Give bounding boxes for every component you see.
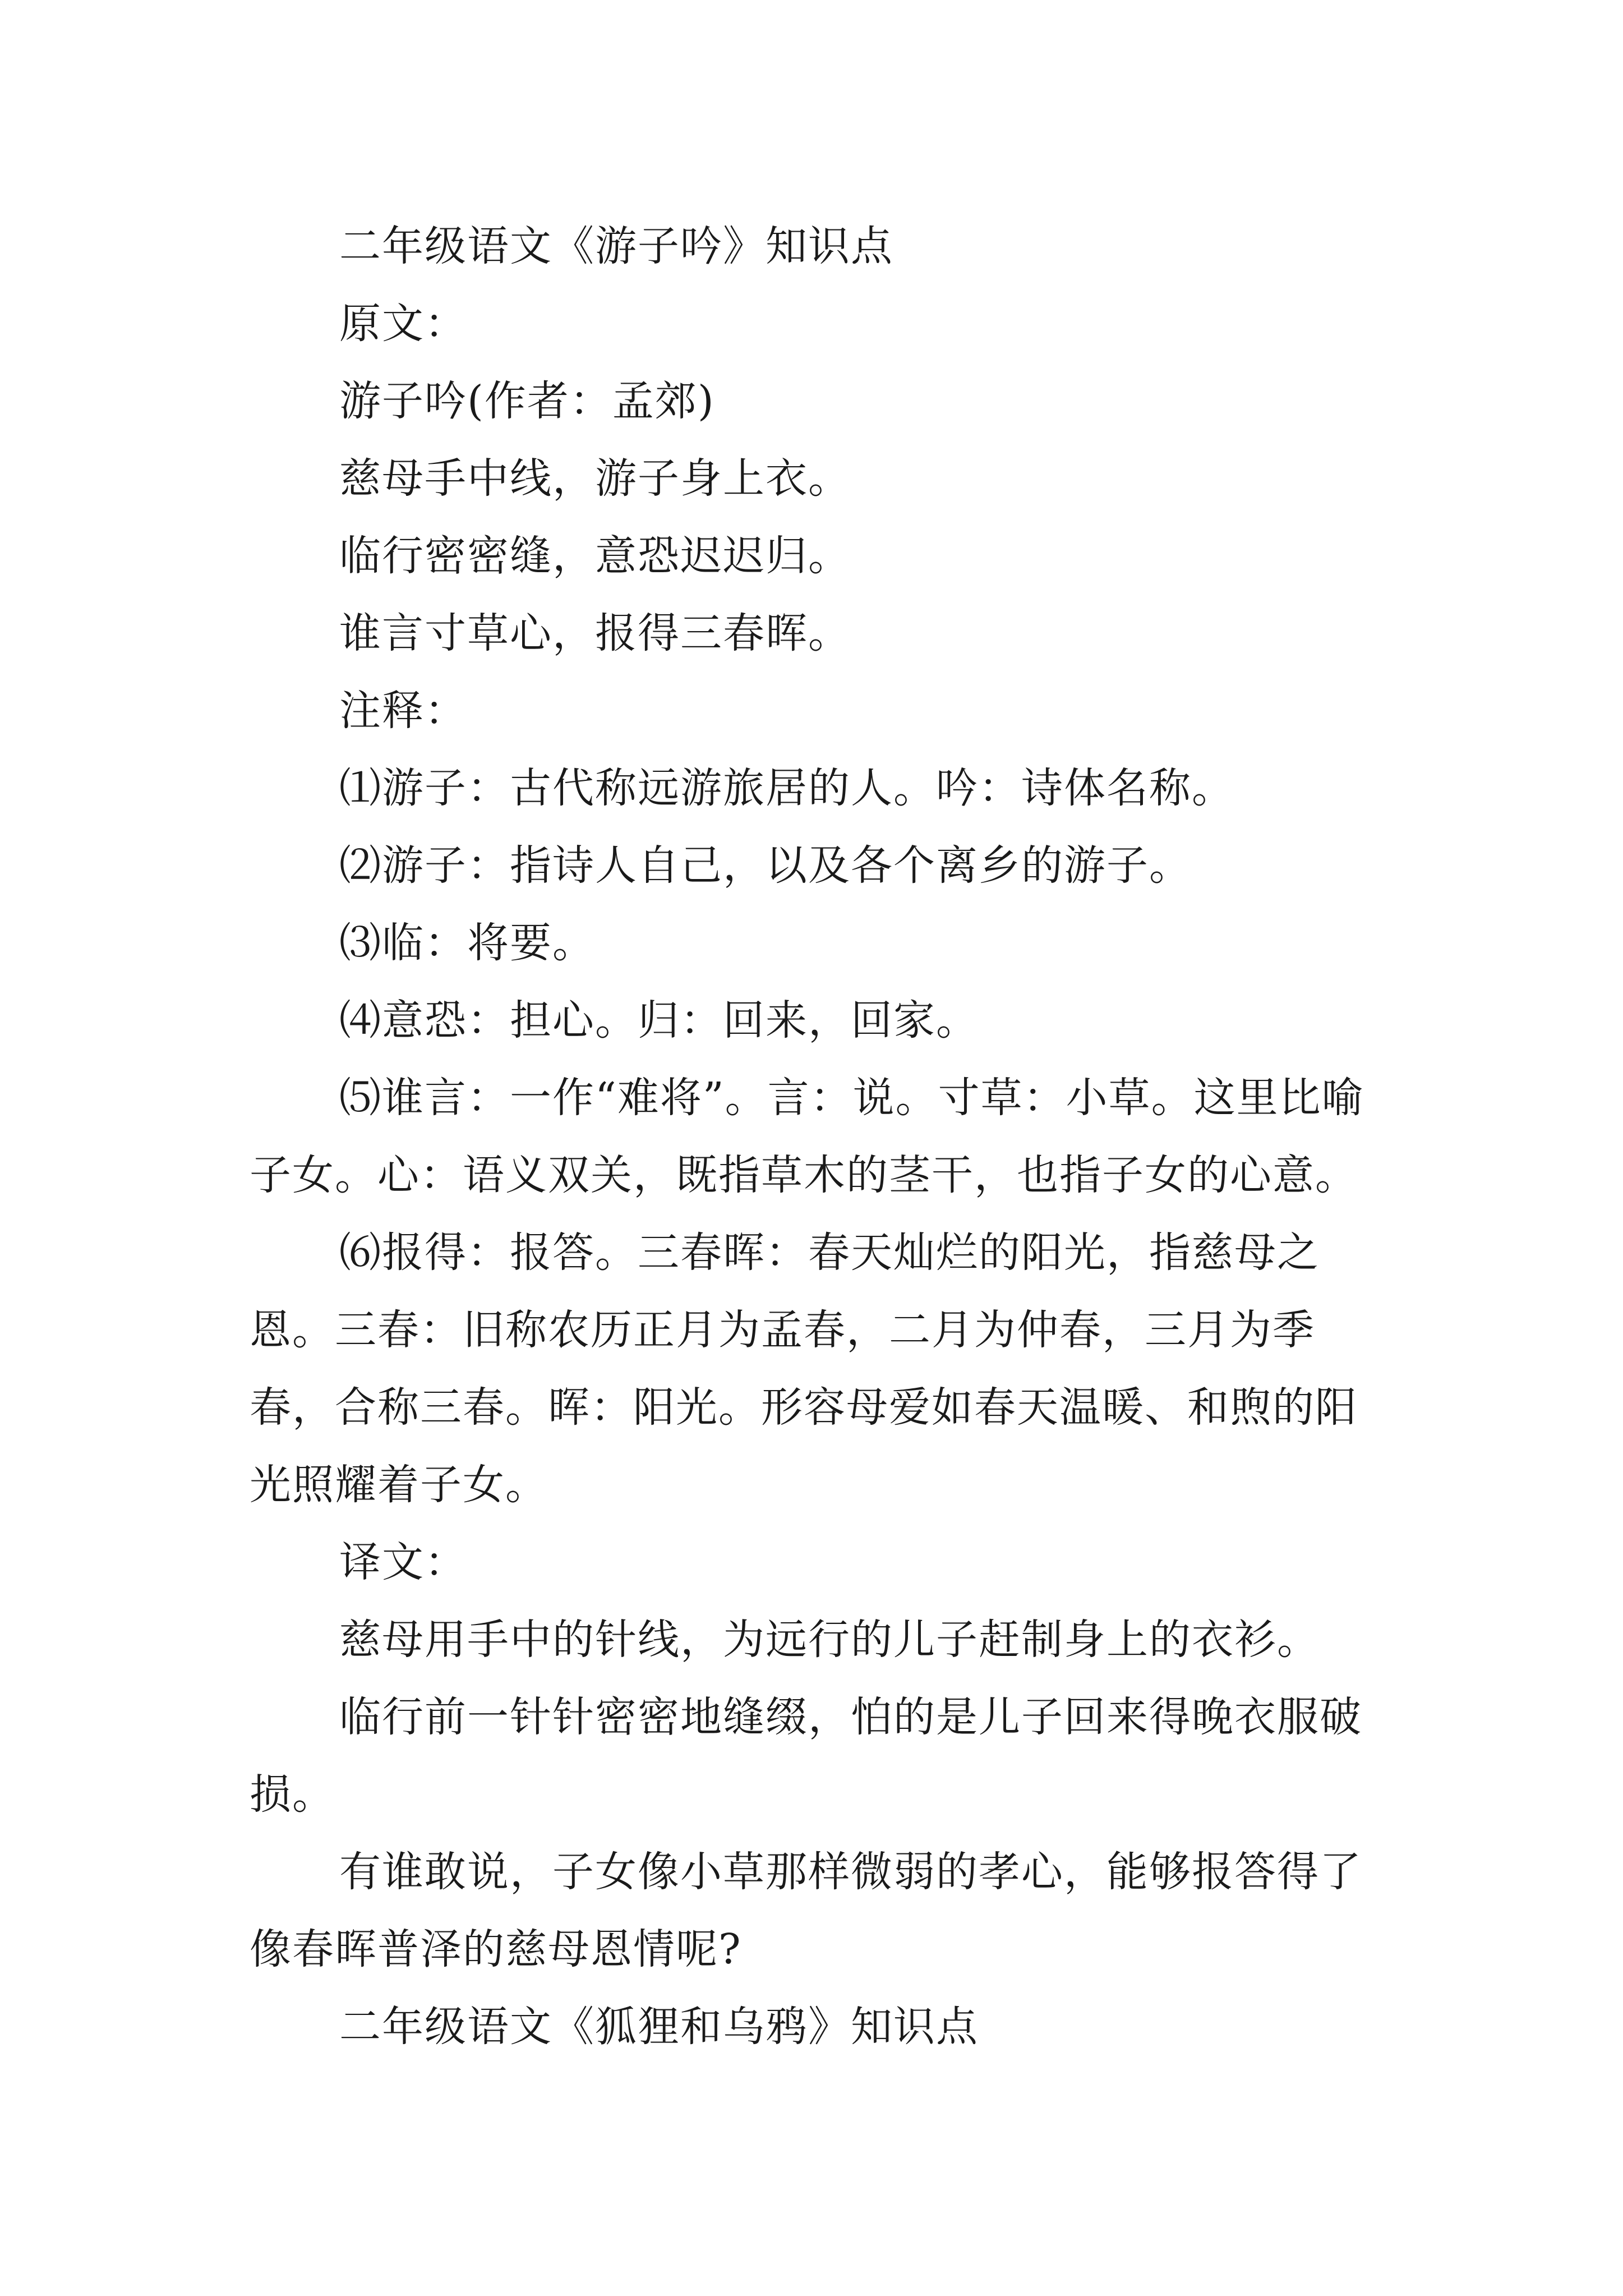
translation-line: 有谁敢说，子女像小草那样微弱的孝心，能够报答得了像春晖普泽的慈母恩情呢? xyxy=(250,1848,1362,1973)
poem-line: 谁言寸草心，报得三春晖。 xyxy=(339,609,851,657)
poem-title: 游子吟(作者：孟郊) xyxy=(339,377,715,425)
note-item: ⑶临：将要。 xyxy=(339,919,595,967)
note-item: ⑸谁言：一作“难将”。言：说。寸草：小草。这里比喻子女。心：语义双关，既指草木的茎干，也指子女的心意。 xyxy=(250,1074,1364,1199)
poem-line: 临行密密缝，意恐迟迟归。 xyxy=(339,532,851,580)
document-body xyxy=(250,208,1394,2065)
section-heading-notes: 注释： xyxy=(339,687,467,735)
poem-line: 慈母手中线，游子身上衣。 xyxy=(339,454,851,503)
note-item: ⑴游子：古代称远游旅居的人。吟：诗体名称。 xyxy=(339,764,1234,812)
next-section-title: 二年级语文《狐狸和乌鸦》知识点 xyxy=(339,2003,979,2051)
note-item: ⑷意恐：担心。归：回来，回家。 xyxy=(339,996,979,1045)
note-item: ⑵游子：指诗人自己，以及各个离乡的游子。 xyxy=(339,841,1192,890)
note-item: ⑹报得：报答。三春晖：春天灿烂的阳光，指慈母之恩。三春：旧称农历正月为孟春，二月为仲春，三月为季春，合称三春。晖：阳光。形容母爱如春天温暖、和煦的阳光照耀着子女。 xyxy=(250,1228,1358,1509)
document-title: 二年级语文《游子吟》知识点 xyxy=(339,222,893,270)
translation-line: 临行前一针针密密地缝缀，怕的是儿子回来得晚衣服破损。 xyxy=(250,1693,1362,1819)
section-heading-translation: 译文： xyxy=(339,1538,467,1586)
section-heading-original: 原文： xyxy=(339,300,467,348)
translation-line: 慈母用手中的针线，为远行的儿子赶制身上的衣衫。 xyxy=(339,1616,1320,1664)
